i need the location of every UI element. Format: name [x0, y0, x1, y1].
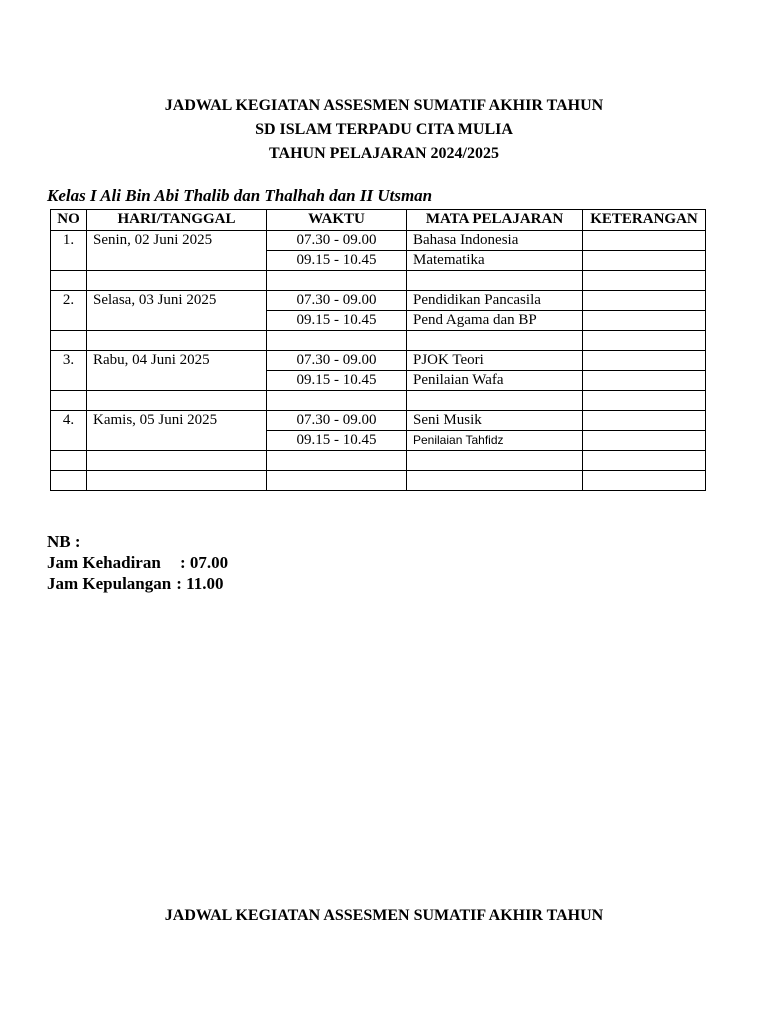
session-notes [583, 231, 706, 251]
day-number: 3. [51, 351, 87, 391]
day-date: Kamis, 05 Juni 2025 [87, 411, 267, 451]
blank-row [51, 271, 706, 291]
departure-time-value: : 11.00 [176, 574, 224, 593]
arrival-time-label: Jam Kehadiran [47, 553, 161, 572]
day-date: Senin, 02 Juni 2025 [87, 231, 267, 271]
document-header [0, 94, 768, 166]
column-header-subject: MATA PELAJARAN [407, 210, 583, 231]
blank-row [51, 391, 706, 411]
day-number: 1. [51, 231, 87, 271]
class-subtitle: Kelas I Ali Bin Abi Thalib dan Thalhah dan II Utsman [47, 186, 433, 205]
departure-time-row [47, 573, 228, 594]
departure-time-label: Jam Kepulangan [47, 574, 172, 593]
blank-row [51, 331, 706, 351]
blank-row [51, 471, 706, 491]
session-notes [583, 251, 706, 271]
session-time: 07.30 - 09.00 [267, 231, 407, 251]
session-time: 09.15 - 10.45 [267, 431, 407, 451]
session-notes [583, 371, 706, 391]
day-number: 4. [51, 411, 87, 451]
table-row [51, 411, 706, 431]
notes-heading: NB : [47, 532, 81, 551]
session-time: 09.15 - 10.45 [267, 371, 407, 391]
session-time: 07.30 - 09.00 [267, 411, 407, 431]
schedule-table [50, 209, 706, 491]
session-time: 09.15 - 10.45 [267, 251, 407, 271]
session-subject: Penilaian Tahfidz [407, 431, 583, 451]
column-header-time: WAKTU [267, 210, 407, 231]
arrival-time-value: : 07.00 [180, 553, 229, 572]
session-time: 09.15 - 10.45 [267, 311, 407, 331]
day-date: Selasa, 03 Juni 2025 [87, 291, 267, 331]
academic-year: TAHUN PELAJARAN 2024/2025 [269, 145, 499, 162]
day-date: Rabu, 04 Juni 2025 [87, 351, 267, 391]
day-number: 2. [51, 291, 87, 331]
session-notes [583, 311, 706, 331]
session-notes [583, 411, 706, 431]
table-header-row [51, 210, 706, 231]
table-row [51, 291, 706, 311]
session-subject: Seni Musik [407, 411, 583, 431]
session-subject: Pendidikan Pancasila [407, 291, 583, 311]
table-row [51, 351, 706, 371]
column-header-no: NO [51, 210, 87, 231]
table-row [51, 231, 706, 251]
session-notes [583, 431, 706, 451]
column-header-notes: KETERANGAN [583, 210, 706, 231]
session-notes [583, 351, 706, 371]
column-header-date: HARI/TANGGAL [87, 210, 267, 231]
session-subject: Pend Agama dan BP [407, 311, 583, 331]
session-subject: Matematika [407, 251, 583, 271]
session-time: 07.30 - 09.00 [267, 351, 407, 371]
school-name: SD ISLAM TERPADU CITA MULIA [255, 121, 513, 138]
arrival-time-row [47, 552, 228, 573]
notes-section [47, 531, 228, 594]
session-subject: Bahasa Indonesia [407, 231, 583, 251]
session-subject: PJOK Teori [407, 351, 583, 371]
next-page-title: JADWAL KEGIATAN ASSESMEN SUMATIF AKHIR TAHUN [164, 907, 604, 924]
session-time: 07.30 - 09.00 [267, 291, 407, 311]
session-notes [583, 291, 706, 311]
blank-row [51, 451, 706, 471]
document-title: JADWAL KEGIATAN ASSESMEN SUMATIF AKHIR TAHUN [164, 97, 604, 114]
session-subject: Penilaian Wafa [407, 371, 583, 391]
